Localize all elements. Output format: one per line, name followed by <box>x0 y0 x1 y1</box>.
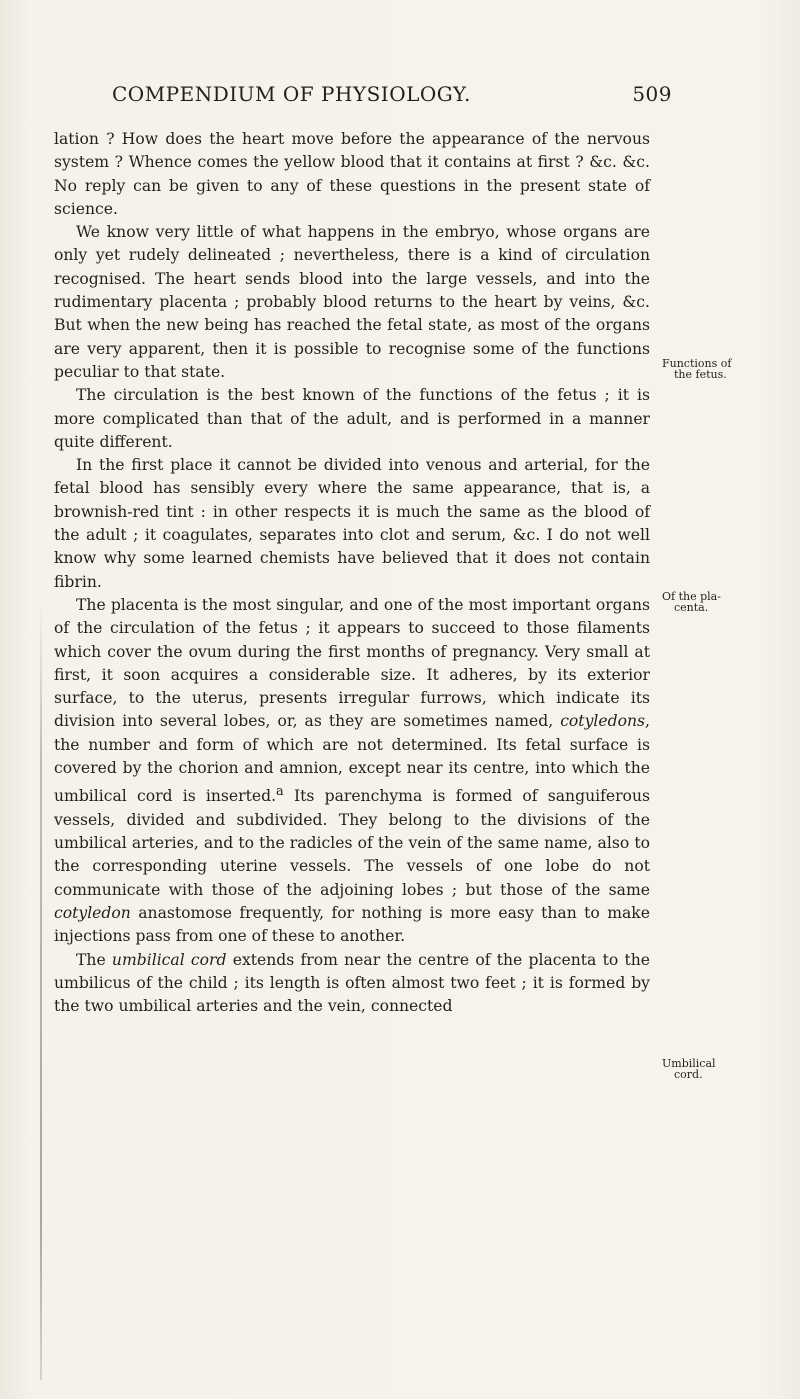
paragraph <box>54 594 650 949</box>
margin-note-line: Functions of <box>662 357 732 370</box>
body-text <box>54 128 650 1018</box>
text-run: The placenta is the most singular, and one of the most important organs of the circulation of the fetus ; it appears to succeed to those filaments which cover the ovum during the first months of pregnancy. Very small at first, it soon acquires a considerable size. It adheres, by its exterior surface, to the uterus, presents irregular furrows, which indicate its division into several lobes, or, as they are sometimes named, <box>54 595 650 731</box>
paragraph <box>54 949 650 1019</box>
text-run: , the number and form of which are not determined. Its fetal surface is covered by the chorion and amnion, except near its centre, into which the umbilical cord is inserted. <box>54 712 650 806</box>
text-run: extends from near the centre of the placenta to the umbilicus of the child ; its length is often almost two feet ; it is formed by the two umbilical arteries and the vein, connected <box>54 950 650 1016</box>
paragraph: We know very little of what happens in the embryo, whose organs are only yet rudely delineated ; nevertheless, there is a kind of circulation recognised. The heart sends blood into the large vessels, and into the rudimentary placenta ; probably blood returns to the heart by veins, &c. But when the new being has reached the fetal state, as most of the organs are very apparent, then it is possible to recognise some of the functions peculiar to that state. <box>54 223 650 381</box>
margin-note-line: Umbilical <box>662 1057 716 1070</box>
italic-term: umbilical cord <box>111 950 227 969</box>
page-number: 509 <box>632 82 672 106</box>
margin-note <box>662 1058 748 1080</box>
paragraph: The circulation is the best known of the functions of the fetus ; it is more complicated than that of the adult, and is performed in a manner quite different. <box>54 386 650 451</box>
margin-note-line: centa. <box>674 601 709 614</box>
paragraph: In the first place it cannot be divided into venous and arterial, for the fetal blood has sensibly every where the same appearance, that is, a brownish-red tint : in other respects it is much the same as the blood of the adult ; it coagulates, separates into clot and serum, &c. I do not well know why some learned chemists have believed that it does not contain fibrin. <box>54 456 650 591</box>
text-run: The <box>76 950 112 969</box>
running-title: COMPENDIUM OF PHYSIOLOGY. <box>112 82 471 106</box>
text-run: Its parenchyma is formed of sanguiferous vessels, divided and subdivided. They belong to the divisions of the umbilical arteries, and to the radicles of the vein of the same name, also to the corresponding uterine vessels. The vessels of one lobe do not communicate with those of the adjoining lobes ; but those of the same <box>54 787 650 899</box>
margin-note-line: Of the pla- <box>662 590 721 603</box>
paragraph: lation ? How does the heart move before the appearance of the nervous system ? Whence comes the yellow blood that it contains at first ? &c. &c. No reply can be given to any of these questions in the present state of science. <box>54 130 650 218</box>
margin-note <box>662 358 748 380</box>
text-run: anastomose frequently, for nothing is more easy than to make injections pass from one of these to another. <box>54 903 650 946</box>
footnote-marker: a <box>276 784 284 800</box>
italic-term: cotyledons <box>560 712 646 731</box>
margin-note-line: the fetus. <box>674 368 727 381</box>
binding-shadow <box>40 600 42 1380</box>
italic-term: cotyledon <box>54 903 131 922</box>
margin-note <box>662 591 748 613</box>
margin-note-line: cord. <box>674 1068 703 1081</box>
